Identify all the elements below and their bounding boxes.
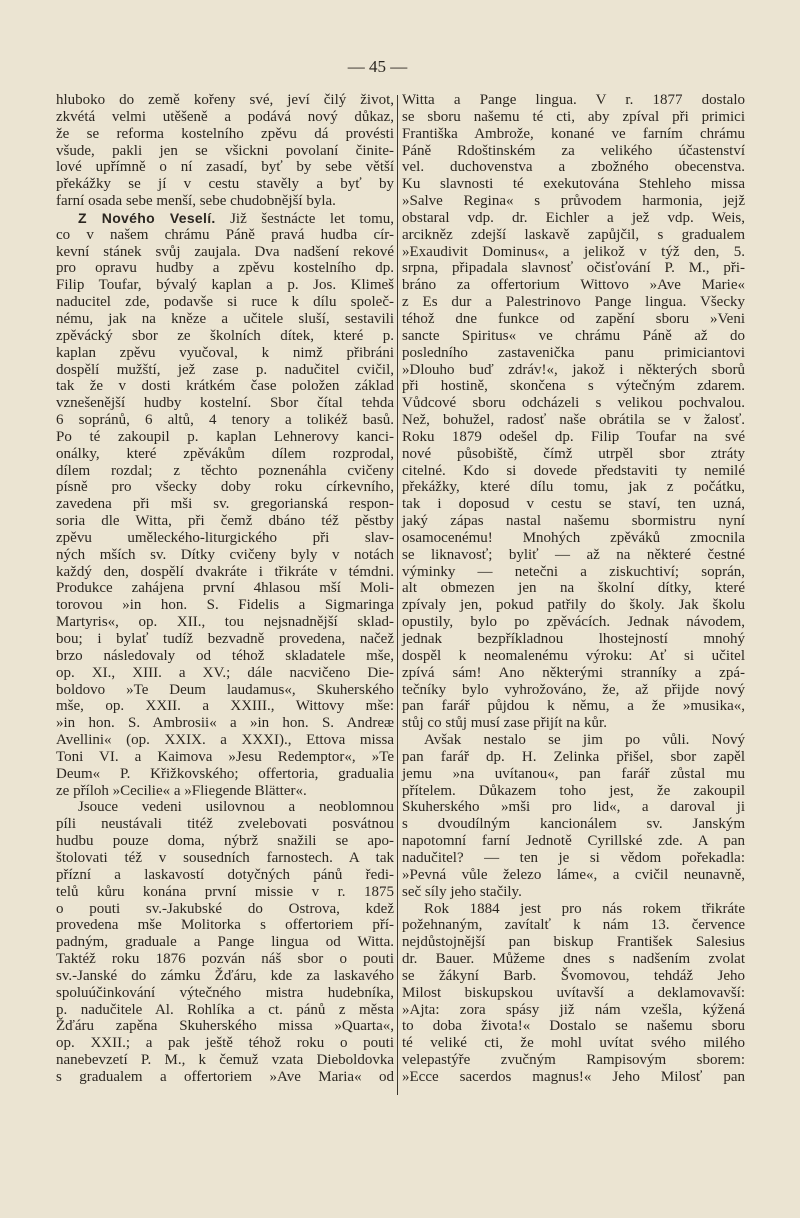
text-line: se sboru našemu té cti, aby zpíval při primici (402, 108, 745, 125)
text-line: zkvétá velmi utěšeně a podává nový důkaz, (56, 108, 394, 125)
text-line: padným, graduale a Pange lingua od Witta. (56, 934, 394, 951)
text-line: sancte Spiritus« ve chrámu Páně až do (402, 327, 745, 344)
text-line: jednak bezpříkladnou lhostejností mnohý (402, 631, 745, 647)
text-line: píli neustávali titéž zvelebovati posvátnou (56, 816, 394, 833)
text-line: »Ecce sacerdos magnus!« Jeho Milosť pan (402, 1068, 745, 1085)
text-line: že se reforma kostelního zpěvu dá provésti (56, 125, 394, 142)
paragraph (56, 210, 394, 800)
text-line: dr. Bauer. Můžeme dnes s nadšením zvolat (402, 951, 745, 968)
text-line: překážky se jí v cestu stavěly a byť by (56, 176, 394, 193)
text-line: každý den, dospělí dvakráte i třikráte v témdni. (56, 563, 394, 580)
text-line: Jsouce vedeni usilovnou a neoblomnou (78, 799, 394, 816)
text-line: boldovo »Te Deum laudamus«, Skuherského (56, 681, 394, 698)
text-line: Než, bohužel, radosť naše obrátila se v žalosť. (402, 412, 745, 429)
text-line: bou; i bylať tudíž bezvadně provedena, načež (56, 631, 394, 647)
text-line: výminky — netečni a ziskuchtiví; soprán, (402, 563, 745, 580)
text-line: hluboko do země kořeny své, jeví čilý život, (56, 92, 394, 108)
text-line: Ku slavnosti té exekutována Stehleho missa (402, 176, 745, 193)
text-line: soria dle Witta, při čemž dbáno též pěstby (56, 513, 394, 530)
text-line: se žákyní Barb. Švomovou, tehdáž Jeho (402, 967, 745, 984)
text-line: Deum« P. Křižkovského; offertoria, gradualia (56, 765, 394, 782)
text-line: onálky, které zpěvákům dílem rozprodal, (56, 445, 394, 462)
text-line: zpívá sám! Ano některými stranníky a zpá- (402, 664, 745, 681)
text-line: nému, jak na kněze a učitele sluší, sestavili (56, 310, 394, 327)
text-line: požehnaným, zavítalť k nám 13. července (402, 917, 745, 934)
text-line: vel. duchovenstva a zbožného obecenstva. (402, 159, 745, 176)
text-line: »Exaudivit Dominus«, a jelikož v týž den, 5. (402, 243, 745, 260)
text-line: jemu »na uvítanou«, pan farář zůstal mu (402, 765, 745, 782)
text-line: s dvoudílným kancionálem sv. Janským (402, 816, 745, 833)
text-line: pro opravu hudby a zpěvu kostelního dp. (56, 260, 394, 277)
text-line: Roku 1879 odešel dp. Filip Toufar na své (402, 428, 745, 445)
page-number: — 45 — (347, 57, 408, 76)
text-line: při hostině, skončena s výtečným zdarem. (402, 378, 745, 395)
text-line: z Es dur a Palestrinovo Pange lingua. Všecky (402, 294, 745, 311)
text-line: velepastýře zvučným Rampisovým sborem: (402, 1052, 745, 1069)
text-line: »Dlouho buď zdráv!«, jakož i některých sborů (402, 361, 745, 378)
text-line: »Ajta: zora spásy již nám vzešla, kýžená (402, 1001, 745, 1018)
text-line: dospěl k neomalenému výroku: Ať si učitel (402, 647, 745, 664)
text-line: telů kůru konána první missie v r. 1875 (56, 883, 394, 900)
text-line: co v našem chrámu Páně pravá hudba cír- (56, 226, 394, 243)
text-line (56, 210, 394, 227)
text-line: Páně Rdoštinském za velikého účastenství (402, 142, 745, 159)
text-line: torovou »in hon. S. Fidelis a Sigmaringa (56, 597, 394, 614)
text-line: ných mších sv. Dítky cvičeny byly v notách (56, 546, 394, 563)
text-line: Taktéž roku 1876 pozván náš sbor o pouti (56, 951, 394, 968)
text-line: Vůdcové sboru odcházeli s velikou pochvalou. (402, 395, 745, 412)
text-line: brzo následovaly od téhož skladatele mše, (56, 647, 394, 664)
text-line: stůj co stůj musí zase přijít na kůr. (402, 715, 607, 732)
text-line: obstaral vdp. dr. Eichler a jež vdp. Weis, (402, 209, 745, 226)
text-line: »in hon. S. Ambrosii« a »in hon. S. Andreæ (56, 715, 394, 732)
text-line: zpěvu uměleckého-liturgického při slav- (56, 529, 394, 546)
text-line: všude, pakli jen se všickni povolaní činite- (56, 142, 394, 159)
text-line: přízní a laskavostí dotyčných pánů ředi- (56, 866, 394, 883)
text-line: Skuherského »mši pro lid«, a daroval ji (402, 799, 745, 816)
text-line: opustily, bylo po zpěvácích. Jednak návodem, (402, 614, 745, 631)
text-line: kaplan zpěvu vyučoval, k nimž přibráni (56, 344, 394, 361)
text-line: »Pevná vůle železo láme«, a cvičil neunavně, (402, 866, 745, 883)
text-line: to doba života!« Dostalo se našemu sboru (402, 1018, 745, 1035)
text-line: ze příloh »Cecilie« a »Fliegende Blätter«. (56, 782, 307, 799)
text-line: Witta a Pange lingua. V r. 1877 dostalo (402, 92, 745, 108)
text-line: dílem rozdal; z těchto poznenáhla cvičeny (56, 462, 394, 479)
text-line: naducitel zde, podavše si ruce k dílu společ- (56, 294, 394, 311)
text-line: nanebevzetí P. M., k čemuž vzata Dieboldovka (56, 1052, 394, 1069)
text-line: srpna, připadala slavnosť očisťování P. M., při- (402, 260, 745, 277)
text-line: Avellini« (op. XXIX. a XXXI)., Ettova missa (56, 732, 394, 749)
text-line: op. XI., XIII. a XV.; dále nacvičeno Die- (56, 664, 394, 681)
text-line: zavedena při mši sv. gregorianská respon- (56, 496, 394, 513)
text-line: provedena mše Molitorka s offertoriem pří- (56, 917, 394, 934)
text-line: lové upřímně o ní zasadí, byť by sebe větší (56, 159, 394, 176)
text-line: 6 sopránů, 6 altů, 4 tenory a tolikéž basů. (56, 412, 394, 429)
text-line: Milost biskupskou uvítavší a deklamovavší: (402, 984, 745, 1001)
text-line: štolovati též v sousedních farnostech. A tak (56, 849, 394, 866)
text-line: s gradualem a offertoriem »Ave Maria« od (56, 1068, 394, 1085)
text-line: Martyris«, op. XII., tou nejsnadnější sklad- (56, 614, 394, 631)
text-line: písně pro všecky doby roku církevního, (56, 479, 394, 496)
text-line: Produkce zahájena první 4hlasou mší Moli- (56, 580, 394, 597)
section-heading: Z Nového Veselí. (78, 209, 216, 226)
text-line: arcikněz zdejší laskavě zapůjčil, s gradualem (402, 226, 745, 243)
text-line: Toni VI. a Kaimova »Jesu Redemptor«, »Te (56, 748, 394, 765)
text-line: zpěvácký sbor ze školních dítek, které p. (56, 327, 394, 344)
text-line: alt obmezen jen na školní dítky, které (402, 580, 745, 597)
text-line: citelné. Kdo si dovede představiti ty nemilé (402, 462, 745, 479)
text-line: kevní stánek svůj zaujala. Dva nadšení rekové (56, 243, 394, 260)
text-line: vznešenější hudby kostelní. Sbor čítal tehda (56, 395, 394, 412)
text-column-right (402, 92, 745, 1086)
text-line: Avšak nestalo se jim po vůli. Nový (424, 732, 745, 749)
text-line: tečníky bylo vyhrožováno, že, až přijde nový (402, 681, 745, 698)
column-divider (397, 95, 398, 1095)
paragraph (402, 901, 745, 1086)
text-line: farní osada sebe menší, sebe chudobnější byla. (56, 193, 336, 210)
text-line: Rok 1884 jest pro nás rokem třikráte (424, 900, 745, 917)
text-column-left (56, 92, 394, 1086)
text-line: sv.-Janské do zámku Žďáru, kde za laskavého (56, 967, 394, 984)
paragraph (402, 732, 745, 900)
text-line: posledního zastavenička panu primiciantovi (402, 344, 745, 361)
text-line: »Salve Regina« s průvodem harmonia, jejž (402, 193, 745, 210)
text-line: bráno za offertorium Wittovo »Ave Marie« (402, 277, 745, 294)
text-line: tak i doposud v cestu se staví, ten uzná, (402, 496, 745, 513)
line-text: Již šestnácte let tomu, (215, 210, 394, 227)
text-line: mše, op. XXII. a XXIII., Wittovy mše: (56, 698, 394, 715)
paragraph (56, 92, 394, 210)
text-line: osamocenému! Mnohých zpěváků zmocnila (402, 529, 745, 546)
text-line: o pouti sv.-Jakubské do Ostrova, kdež (56, 900, 394, 917)
text-line: přítelem. Důkazem toho jest, že zakoupil (402, 782, 745, 799)
text-line: nové působiště, čímž utrpěl sbor ztráty (402, 445, 745, 462)
text-line: nadučitel? — ten je si vědom pořekadla: (402, 849, 745, 866)
text-line: té veliké cti, že mohl uvítat svého milého (402, 1035, 745, 1052)
text-line: Františka Ambrože, konané ve farním chrámu (402, 125, 745, 142)
text-line: p. nadučitele Al. Rohlíka a ct. pánů z města (56, 1001, 394, 1018)
text-line: spoluúčinkování výtečného mistra hudebníka, (56, 984, 394, 1001)
text-line: pan farář dp. H. Zelinka přišel, sbor zapěl (402, 748, 745, 765)
paragraph (402, 92, 745, 732)
text-line: téhož dne funkce od zapění sboru »Veni (402, 310, 745, 327)
text-line: překážky, které dílu tomu, jak z počátku, (402, 479, 745, 496)
text-line: Filip Toufar, bývalý kaplan a p. Jos. Klimeš (56, 277, 394, 294)
text-line: tak že v dosti krátkém čase položen základ (56, 378, 394, 395)
text-line: se liknavosť; byliť — až na některé čestné (402, 546, 745, 563)
text-line: dospělí mužští, jež zase p. nadučitel cvičil, (56, 361, 394, 378)
text-line: zpívaly jen, pokud patřily do školy. Jak školu (402, 597, 745, 614)
text-line: pan farář půjdou k němu, a že »musika«, (402, 698, 745, 715)
text-line: nejdůstojnější pan biskup František Salesius (402, 934, 745, 951)
text-line: Žďáru zapěna Skuherského missa »Quarta«, (56, 1018, 394, 1035)
text-line: jaký zápas nastal našemu sbormistru nyní (402, 513, 745, 530)
text-line: napotomní farní Jednotě Cyrillské zde. A pan (402, 833, 745, 850)
paragraph (56, 799, 394, 1085)
text-line: Po té zakoupil p. kaplan Lehnerovy kanci- (56, 428, 394, 445)
text-line: seč síly jeho stačily. (402, 883, 522, 900)
text-line: op. XXII.; a pak ještě téhož roku o pouti (56, 1035, 394, 1052)
text-line: hudbu pouze doma, nýbrž snažili se apo- (56, 833, 394, 850)
